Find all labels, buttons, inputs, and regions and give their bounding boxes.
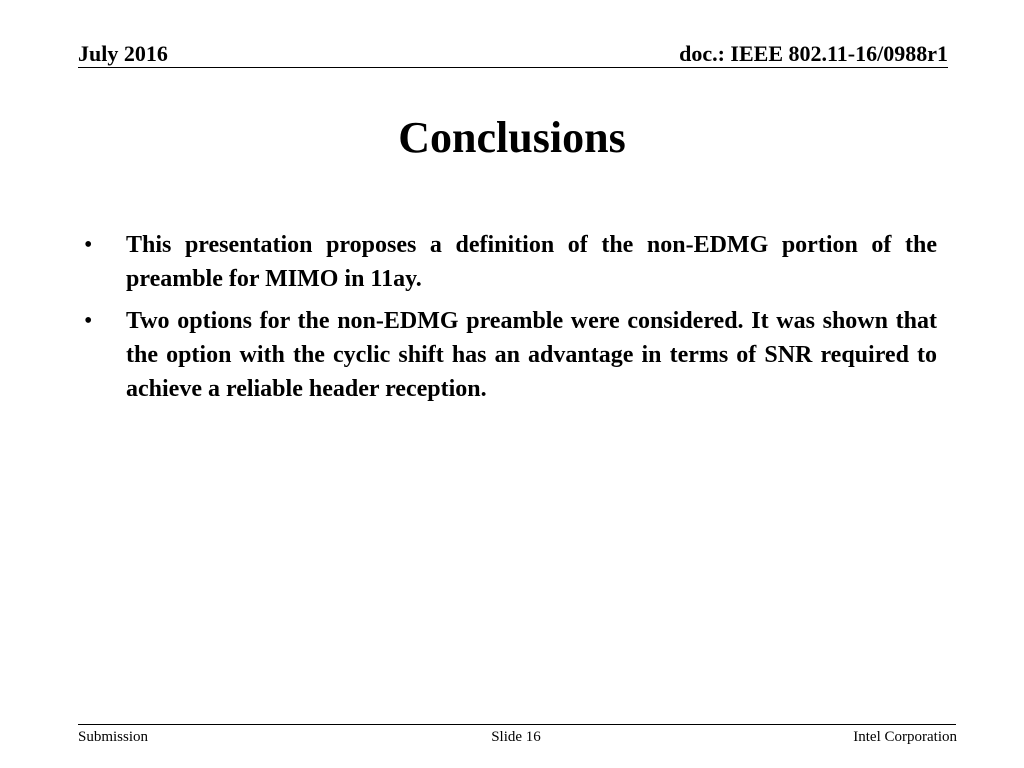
bullet-dot-icon: • [84, 232, 93, 258]
bullet-item-2 [84, 304, 937, 406]
bullet-text-2: Two options for the non-EDMG preamble were considered. It was shown that the option with the cyclic shift has an advantage in terms of SNR required to achieve a reliable header reception. [126, 308, 937, 402]
slide-title: Conclusions [398, 113, 626, 162]
bullet-item-1 [84, 228, 937, 296]
bullet-dot-icon: • [84, 308, 93, 334]
header-doc-id: doc.: IEEE 802.11-16/0988r1 [679, 41, 948, 66]
bullet-list [84, 228, 937, 414]
footer-divider [78, 724, 956, 725]
footer-slide-number: Slide 16 [491, 729, 541, 745]
footer-organization: Intel Corporation [853, 729, 957, 745]
bullet-text-1: This presentation proposes a definition of the non-EDMG portion of the preamble for MIMO in 11ay. [126, 232, 937, 292]
footer-submission: Submission [78, 729, 149, 745]
header-date: July 2016 [78, 41, 168, 66]
header-divider [78, 67, 948, 68]
